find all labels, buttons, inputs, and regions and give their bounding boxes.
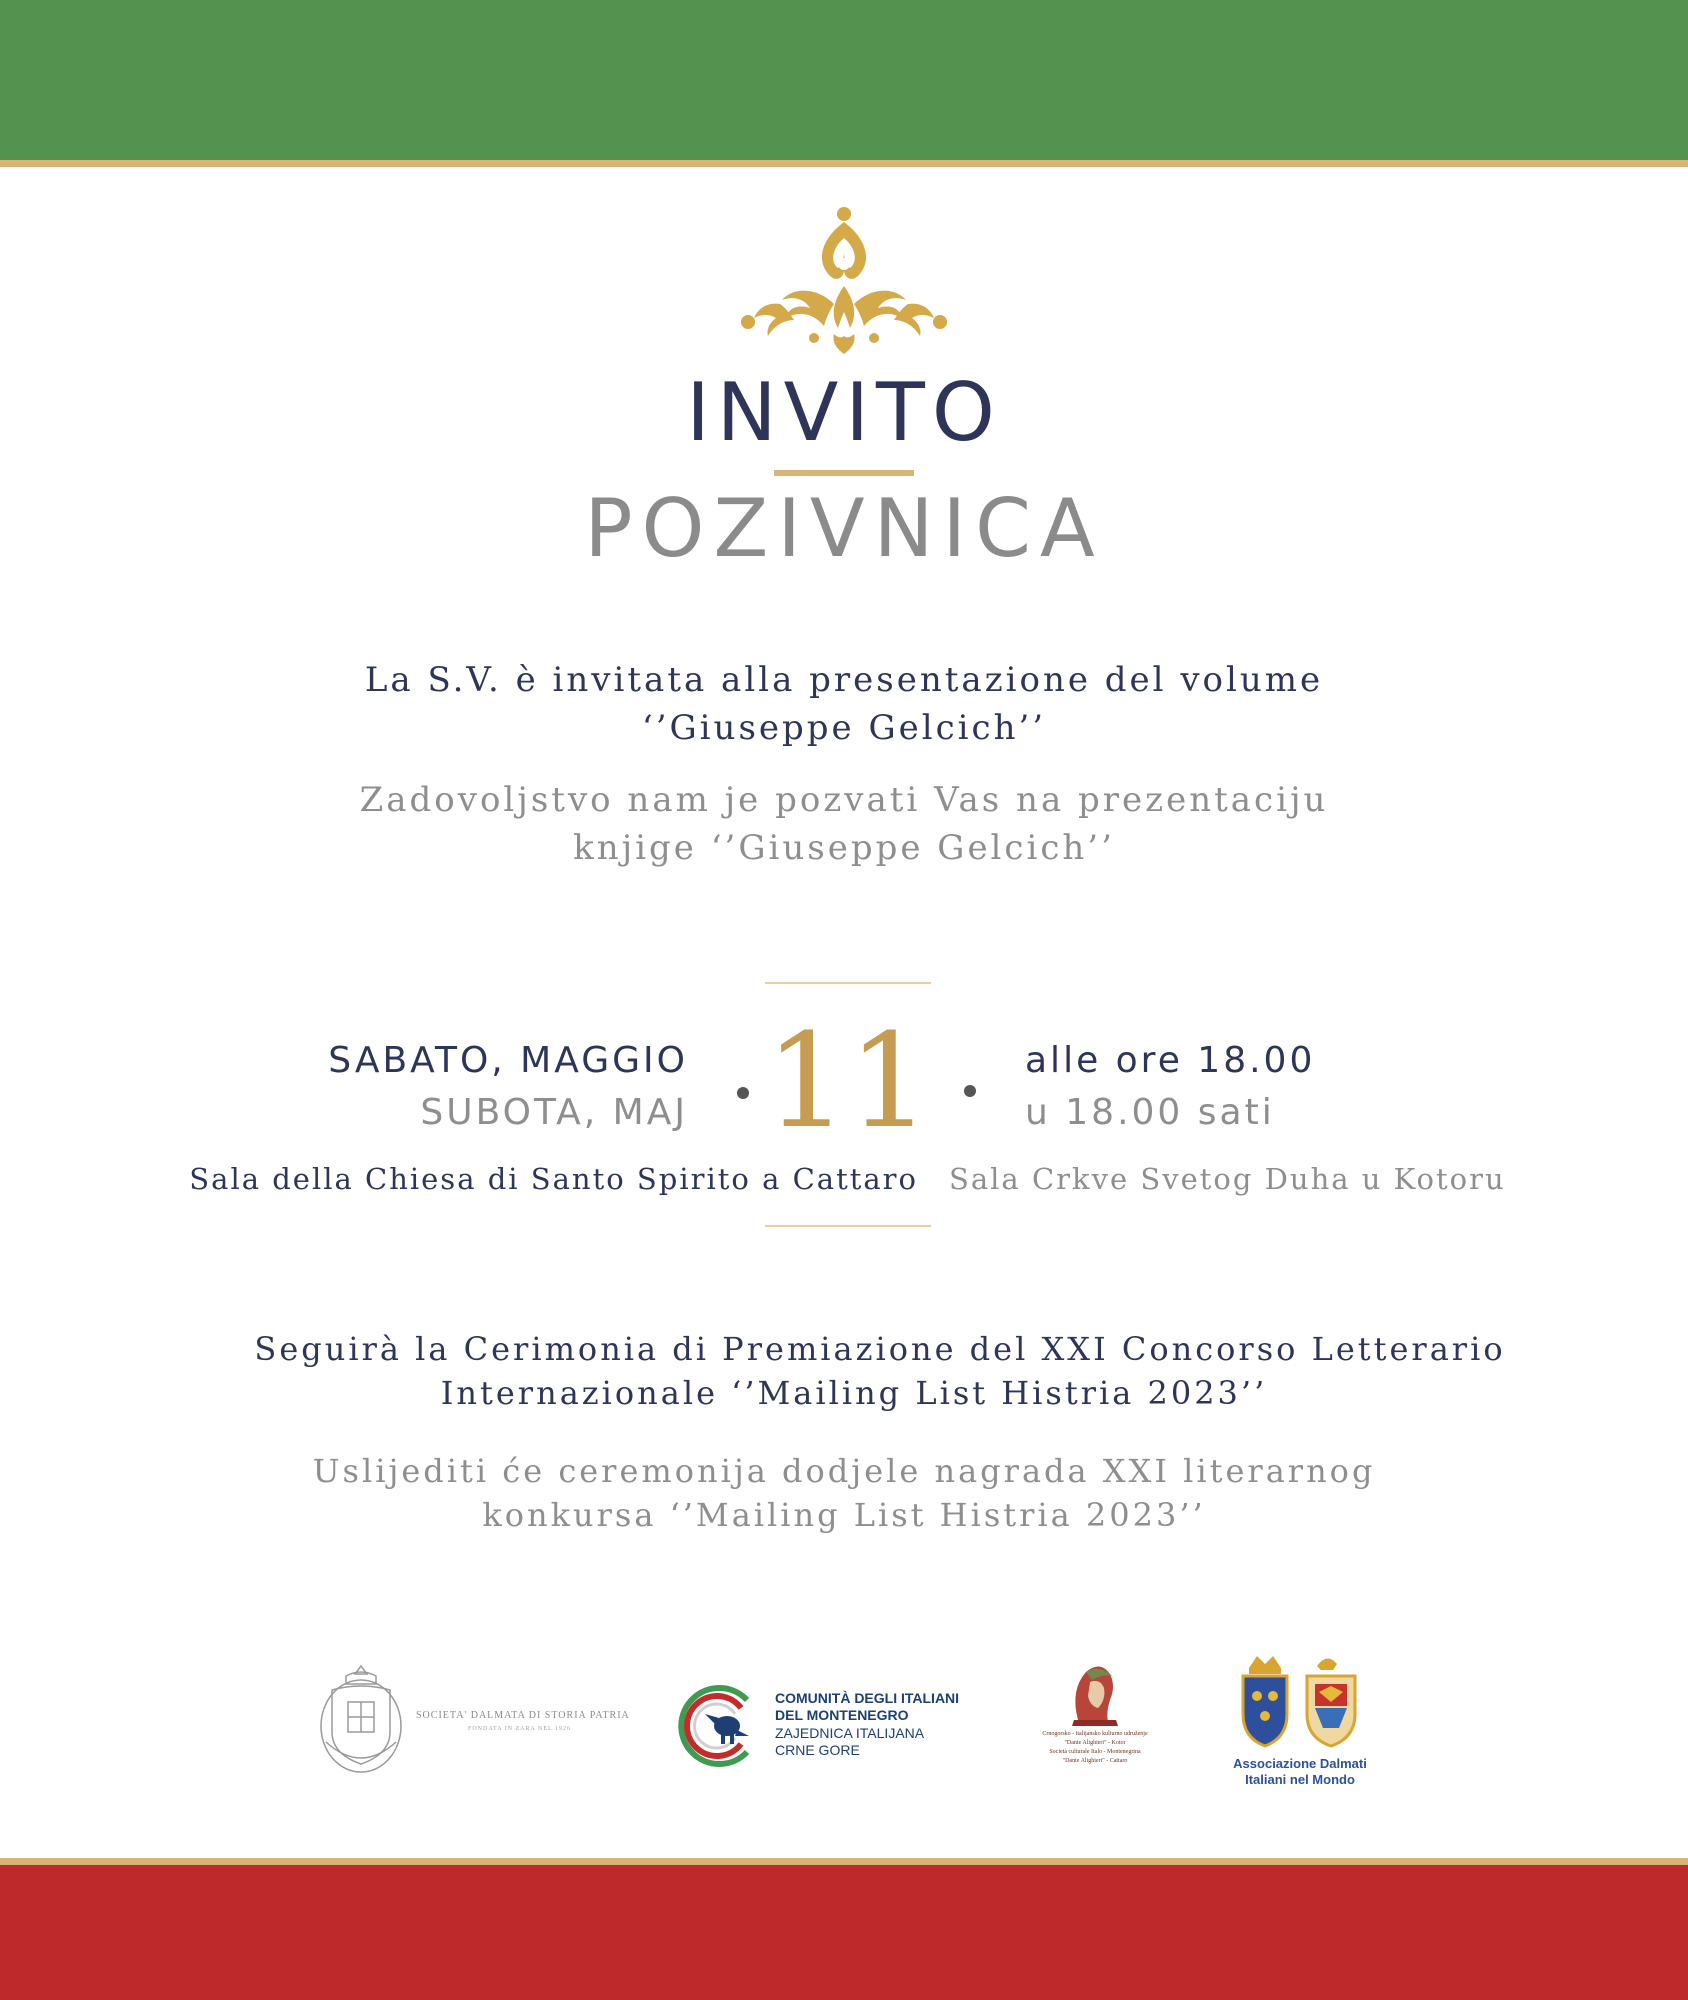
comunita-line3: ZAJEDNICA ITALIJANA [775,1725,925,1741]
dante-portrait-icon [1060,1660,1126,1726]
logo-comunita-italiani [675,1680,975,1772]
ceremony-me-line1: Uslijediti će ceremonija dodjele nagrada XXI literarnog [312,1452,1376,1490]
dante-line4: "Dante Alighieri" - Cattaro [1062,1758,1128,1764]
intro-it-line1: La S.V. è invitata alla presentazione del volume [364,660,1324,700]
intro-it-line2: ‘’Giuseppe Gelcich’’ [641,708,1047,748]
day-it: SABATO, MAGGIO [328,1040,688,1081]
separator-dot-right [964,1085,976,1097]
dante-line1: Crnogorsko - italijansko kulturno udruženje [1042,1731,1148,1737]
societa-name: SOCIETA' DALMATA DI STORIA PATRIA [416,1710,630,1721]
dante-line2: "Dante Alighieri" - Kotor [1064,1740,1126,1746]
dante-line3: Società culturale Italo - Montenegrina [1049,1749,1141,1755]
title-invito: INVITO [686,366,1002,459]
title-divider [774,470,914,476]
bottom-gold-stripe [0,1858,1688,1865]
adim-line1: Associazione Dalmati [1233,1756,1367,1771]
date-top-rule [765,982,931,984]
ceremony-it-line1: Seguirà la Cerimonia di Premiazione del XXI Concorso Letterario [254,1330,1506,1368]
comunita-emblem-icon [675,1680,767,1772]
societa-sub: FONDATA IN ZARA NEL 1926 [468,1726,571,1732]
day-me: SUBOTA, MAJ [420,1092,688,1133]
logo-societa-dalmata [318,1662,638,1782]
time-it: alle ore 18.00 [1025,1040,1316,1081]
title-pozivnica: POZIVNICA [584,482,1104,575]
intro-me-line1: Zadovoljstvo nam je pozvati Vas na prezentaciju [359,780,1329,820]
logo-associazione-dalmati [1220,1652,1380,1792]
ceremony-it-line2: Internazionale ‘’Mailing List Histria 2023’’ [440,1374,1268,1412]
date-number: 11 [765,1005,931,1157]
ceremony-me-line2: konkursa ‘’Mailing List Histria 2023’’ [482,1496,1206,1534]
top-gold-stripe [0,160,1688,167]
comunita-line4: CRNE GORE [775,1742,860,1758]
date-bottom-rule [765,1225,931,1227]
adim-shields-icon [1235,1652,1365,1752]
intro-me-line2: knjige ‘’Giuseppe Gelcich’’ [573,828,1115,868]
comunita-line1: COMUNITÀ DEGLI ITALIANI [775,1690,960,1706]
comunita-line2: DEL MONTENEGRO [775,1707,909,1723]
time-me: u 18.00 sati [1025,1092,1275,1133]
bottom-red-band [0,1865,1688,2000]
adim-line2: Italiani nel Mondo [1245,1772,1355,1787]
top-green-band [0,0,1688,160]
venue-it: Sala della Chiesa di Santo Spirito a Cattaro [189,1162,918,1196]
logo-dante-alighieri [1010,1660,1180,1778]
separator-dot-left [737,1087,749,1099]
societa-crest-icon [318,1662,404,1778]
venue-me: Sala Crkve Svetog Duha u Kotoru [949,1162,1506,1196]
ornament-icon [738,204,950,364]
